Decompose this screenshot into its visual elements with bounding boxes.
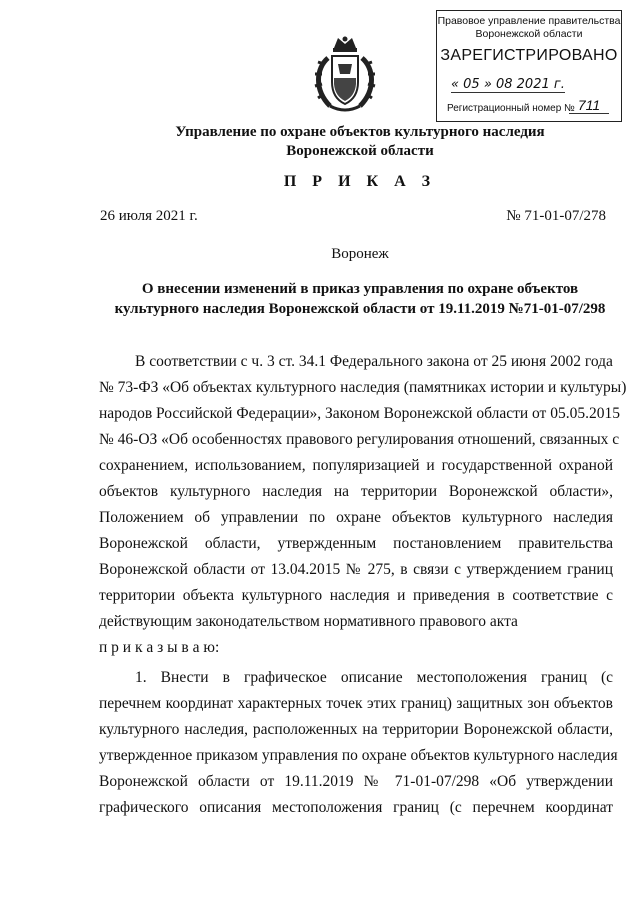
order-number: № 71-01-07/278 (506, 208, 606, 224)
agency-name-line-2: Воронежской области (286, 143, 434, 159)
stamp-line-1: Правовое управление правительства (437, 15, 621, 27)
body-line: сохранением, использованием, популяризацией и государственной охраной (99, 457, 613, 474)
body-line: 1. Внести в графическое описание местоположения границ (с (135, 669, 613, 686)
coat-of-arms-icon (310, 34, 380, 116)
stamp-line-2: Воронежской области (475, 28, 583, 40)
stamp-date: « 05 » 08 2021 г. (451, 77, 565, 92)
body-line: № 73-ФЗ «Об объектах культурного наследия (памятниках истории и культуры) (99, 379, 627, 396)
body-line: действующим законодательством нормативного правового акта (99, 613, 518, 630)
stamp-number-value: 711 (569, 97, 609, 114)
city: Воронеж (331, 246, 389, 262)
body-line: народов Российской Федерации», Законом Воронежской области от 05.05.2015 (99, 405, 620, 422)
body-line: перечнем координат характерных точек этих границ) защитных зон объектов (99, 695, 613, 712)
body-line: объектов культурного наследия на территории Воронежской области», (99, 483, 613, 500)
body-line: № 46-ОЗ «Об особенностях правового регулирования отношений, связанных с (99, 431, 620, 448)
body-line: территории объекта культурного наследия и приведения в соответствие с (99, 587, 613, 604)
body-line: Воронежской области, утвержденным постановлением правительства (99, 535, 613, 552)
body-line: утвержденное приказом управления по охране объектов культурного наследия (99, 747, 618, 764)
order-directive: п р и к а з ы в а ю: (99, 639, 220, 656)
subject-line-2: культурного наследия Воронежской области от 19.11.2019 №71-01-07/298 (114, 301, 606, 317)
stamp-number-label: Регистрационный номер № (447, 103, 575, 114)
subject-line-1: О внесении изменений в приказ управления по охране объектов (141, 281, 579, 297)
agency-name-line-1: Управление по охране объектов культурного наследия (175, 124, 545, 140)
body-line: графического описания местоположения границ (с перечнем координат (99, 799, 613, 816)
stamp-registered: ЗАРЕГИСТРИРОВАНО (440, 47, 618, 64)
body-line: В соответствии с ч. 3 ст. 34.1 Федерального закона от 25 июня 2002 года (135, 353, 613, 370)
body-line: культурного наследия, расположенных на территории Воронежской области, (99, 721, 613, 738)
body-line: Воронежской области от 19.11.2019 № 71-01-07/298 «Об утверждении (99, 773, 613, 790)
order-title: П Р И К А З (283, 173, 437, 190)
body-line: Положением об управлении по охране объектов культурного наследия (99, 509, 613, 526)
registration-stamp (436, 10, 622, 122)
body-line: Воронежской области от 13.04.2015 № 275, в связи с утверждением границ (99, 561, 613, 578)
order-date: 26 июля 2021 г. (100, 208, 198, 224)
